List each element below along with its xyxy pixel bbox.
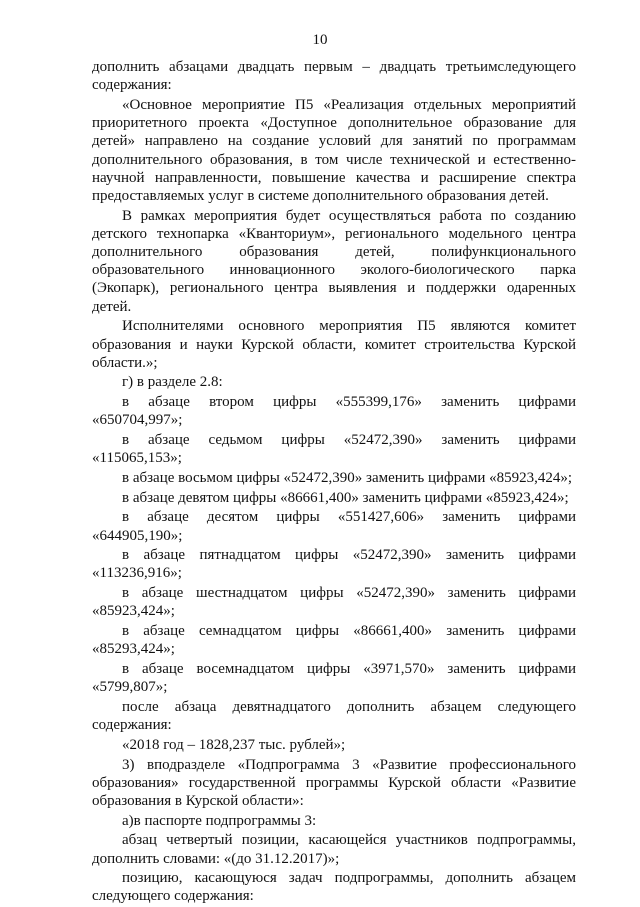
paragraph: после абзаца девятнадцатого дополнить абзацем следующего содержания: [92,698,576,734]
paragraph: в абзаце седьмом цифры «52472,390» заменить цифрами «115065,153»; [92,432,576,467]
paragraph: в абзаце семнадцатом цифры «86661,400» заменить цифрами «85293,424»; [92,623,576,658]
paragraph: а)в паспорте подпрограммы 3: [122,812,317,829]
paragraph: абзац четвертый позиции, касающейся участников подпрограммы, дополнить словами: «(до 31.12.2017)»; [92,832,576,867]
document-body [92,58,576,907]
paragraph: г) в разделе 2.8: [122,374,223,391]
paragraph: в абзаце шестнадцатом цифры «52472,390» заменить цифрами «85923,424»; [92,585,576,620]
paragraph: в абзаце десятом цифры «551427,606» заменить цифрами «644905,190»; [92,509,576,544]
paragraph: в абзаце восемнадцатом цифры «3971,570» заменить цифрами «5799,807»; [92,661,576,696]
paragraph: 3) вподразделе «Подпрограмма 3 «Развитие профессионального образования» государственной программы Курской области «Развитие образования в Курской области»: [92,756,576,809]
paragraph: в абзаце втором цифры «555399,176» заменить цифрами «650704,997»; [92,394,576,429]
paragraph: Исполнителями основного мероприятия П5 являются комитет образования и науки Курской области, комитет строительства Курской области.»; [92,318,576,371]
paragraph: «Основное мероприятие П5 «Реализация отдельных мероприятий приоритетного проекта «Доступное дополнительное образование для детей» направлено на создание условий для занятий по программам дополнительного образования, в том числе технической и естественно-научной направленности, повышение качества и расширение спектра предоставляемых услуг в системе дополнительного образования детей. [92,96,576,204]
paragraph: в абзаце девятом цифры «86661,400» заменить цифрами «85923,424»; [122,489,569,506]
paragraph: в абзаце пятнадцатом цифры «52472,390» заменить цифрами «113236,916»; [92,547,576,582]
paragraph: дополнить абзацами двадцать первым – двадцать третьимследующего содержания: [92,59,576,94]
paragraph: «2018 год – 1828,237 тыс. рублей»; [122,736,346,753]
paragraph: позицию, касающуюся задач подпрограммы, дополнить абзацем следующего содержания: [92,870,576,905]
paragraph: В рамках мероприятия будет осуществляться работа по созданию детского технопарка «Кванториум», регионального модельного центра дополнительного образования детей, полифункционального образовательного инновационного эколого-биологического парка (Экопарк), регионального центра выявления и поддержки одаренных детей. [92,207,576,315]
paragraph: в абзаце восьмом цифры «52472,390» заменить цифрами «85923,424»; [122,469,573,486]
page-number: 10 [312,32,328,48]
